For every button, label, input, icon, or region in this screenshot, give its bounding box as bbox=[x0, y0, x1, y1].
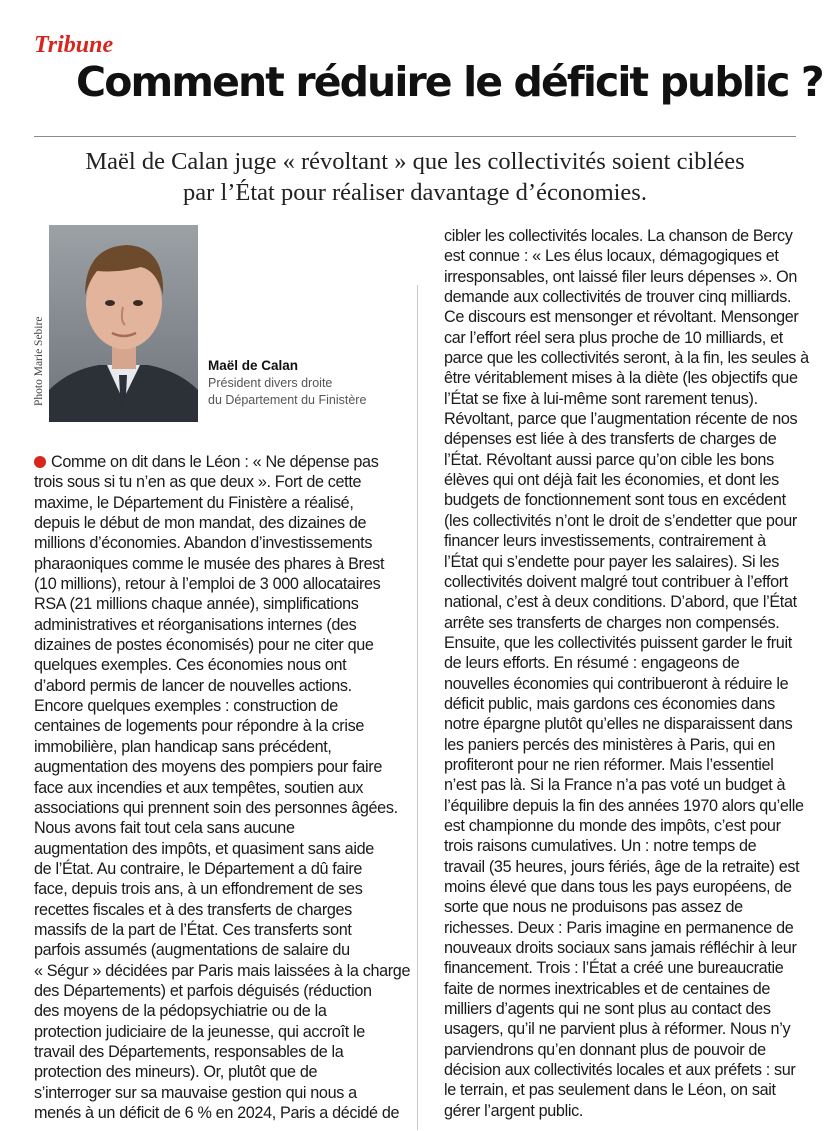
article-body-left-column bbox=[34, 452, 411, 1123]
body-text-line: être véritablement mises à la diète (les objectifs que bbox=[444, 369, 798, 388]
body-text-line: « Ségur » décidées par Paris mais laissées à la charge bbox=[34, 961, 411, 980]
body-text-line: parce que les collectivités seront, à la fin, les seules à bbox=[444, 349, 809, 368]
body-text-line: pharaoniques comme le musée des phares à Brest bbox=[34, 554, 385, 573]
body-text-line: gérer l’argent public. bbox=[444, 1101, 583, 1120]
body-text-line: élèves qui ont déjà fait les économies, et dont les bbox=[444, 471, 779, 490]
photo-credit: Photo Marie Sebire bbox=[33, 316, 45, 406]
header-divider bbox=[34, 136, 796, 137]
body-text-line: parfois assumés (augmentations de salaire du bbox=[34, 941, 350, 960]
body-text-line: trois raisons cumulatives. Un : notre temps de bbox=[444, 837, 757, 856]
body-text-line: l’État. Révoltant aussi parce qu’on cible les bons bbox=[444, 450, 774, 469]
body-text-line: face aux incendies et aux tempêtes, soutien aux bbox=[34, 778, 364, 797]
body-text-line: des Départements) et parfois déguisés (réduction bbox=[34, 981, 372, 1000]
body-text-line: RSA (21 millions chaque année), simplifications bbox=[34, 595, 359, 614]
body-text-line: centaines de logements pour répondre à la crise bbox=[34, 717, 364, 736]
body-text-line: richesses. Deux : Paris imagine en permanence de bbox=[444, 918, 794, 937]
column-divider bbox=[417, 285, 418, 1130]
body-text-line: quelques exemples. Ces économies nous ont bbox=[34, 656, 347, 675]
body-text-line: millions d’économies. Abandon d’investissements bbox=[34, 534, 373, 553]
body-text-line: n’est pas là. Si la France n’a pas voté un budget à bbox=[444, 776, 786, 795]
standfirst-line: par l’État pour réaliser davantage d’économies. bbox=[183, 179, 647, 206]
body-text-line: augmentation des moyens des pompiers pour faire bbox=[34, 758, 382, 777]
body-text-line: décision aux collectivités locales et aux préfets : sur bbox=[444, 1061, 796, 1080]
body-text-line: budgets de fonctionnement sont tous en excédent bbox=[444, 491, 786, 510]
body-text-line: protection des mineurs). Or, plutôt que de bbox=[34, 1063, 318, 1082]
body-text-line: usagers, qu’il ne parvient plus à réformer. Nous n’y bbox=[444, 1020, 791, 1039]
body-text-line: protection judiciaire de la jeunesse, qui accroît le bbox=[34, 1022, 365, 1041]
body-text-line: Nous avons fait tout cela sans aucune bbox=[34, 819, 295, 838]
body-text-line: trois sous si tu n’en as que deux ». Fort de cette bbox=[34, 473, 362, 492]
body-text-line: financer leurs investissements, contrairement à bbox=[444, 532, 766, 551]
body-text-line: associations qui prennent soin des personnes âgées. bbox=[34, 798, 398, 817]
body-text-line: les paniers percés des ministères à Paris, qui en bbox=[444, 735, 776, 754]
body-text-line: Révoltant, parce que l’augmentation récente de nos bbox=[444, 410, 798, 429]
body-text-line: national, c’est à deux conditions. D’abord, que l’État bbox=[444, 593, 797, 612]
body-text-line: nouvelles économies qui contribueront à réduire le bbox=[444, 674, 789, 693]
body-text-line: dépenses est liée à des transferts de charges de bbox=[444, 430, 777, 449]
body-text-line: de leurs efforts. En résumé : engageons de bbox=[444, 654, 740, 673]
author-role-line: Président divers droite bbox=[208, 376, 333, 390]
body-text-line: administratives et réorganisations internes (des bbox=[34, 615, 357, 634]
body-text-line: l’État se fixe à lui-même sont rarement tenus). bbox=[444, 389, 758, 408]
body-text-line: l’équilibre depuis la fin des années 1970 alors qu’elle bbox=[444, 796, 804, 815]
body-text-line: sorte que nous ne produisons pas assez de bbox=[444, 898, 743, 917]
body-text-line: profiteront pour ne rien réformer. Mais l’essentiel bbox=[444, 755, 774, 774]
body-text-line: l’État qui s’endette pour payer les salaires). Si les bbox=[444, 552, 780, 571]
body-text-line: de l’État. Au contraire, le Département a dû faire bbox=[34, 859, 363, 878]
body-text-line: demande aux collectivités de trouver cinq milliards. bbox=[444, 288, 792, 307]
body-text-line: cibler les collectivités locales. La chanson de Bercy bbox=[444, 227, 793, 245]
body-text-line: augmentation des impôts, et quasiment sans aide bbox=[34, 839, 374, 858]
body-text-line: faite de normes inextricables et de centaines de bbox=[444, 979, 771, 998]
body-text-line: moins élevé que dans tous les pays européens, de bbox=[444, 878, 792, 896]
body-text-line: est championne du monde des impôts, c’est pour bbox=[444, 816, 781, 835]
body-text-line: (10 millions), retour à l’emploi de 3 000 allocataires bbox=[34, 575, 381, 594]
article-headline: Comment réduire le déficit public ? bbox=[76, 58, 823, 106]
body-text-line: maxime, le Département du Finistère a réalisé, bbox=[34, 493, 354, 512]
body-text-line: nouveaux droits sociaux sans jamais réfléchir à leur bbox=[444, 939, 797, 958]
body-text-line: face, depuis trois ans, à un effondrement de ses bbox=[34, 880, 363, 899]
body-text-line: parviendrons qu’en donnant plus de pouvoir de bbox=[444, 1040, 766, 1059]
body-text-line: immobilière, plan handicap sans précédent, bbox=[34, 737, 332, 756]
article-standfirst bbox=[40, 146, 790, 208]
body-text-line bbox=[34, 452, 406, 472]
standfirst-line: Maël de Calan juge « révoltant » que les collectivités soient ciblées bbox=[85, 148, 745, 175]
body-text-line: irresponsables, ont laissé filer leurs dépenses ». On bbox=[444, 267, 798, 286]
body-text-line: collectivités doivent malgré tout contribuer à l’effort bbox=[444, 572, 788, 591]
body-text-line: Ce discours est mensonger et révoltant. Mensonger bbox=[444, 308, 799, 327]
lead-bullet-icon bbox=[34, 456, 46, 468]
body-text-line: (les collectivités n’ont le droit de s’endetter que pour bbox=[444, 511, 797, 530]
body-text-line: s’interroger sur sa mauvaise gestion qui nous a bbox=[34, 1083, 357, 1102]
body-text-line: d’abord permis de lancer de nouvelles actions. bbox=[34, 676, 352, 695]
body-text-line: dizaines de postes économisés) pour ne citer que bbox=[34, 636, 374, 655]
author-role-line: du Département du Finistère bbox=[208, 393, 367, 407]
section-kicker: Tribune bbox=[34, 32, 114, 58]
body-text-line: car l’effort réel sera plus proche de 10 milliards, et bbox=[444, 328, 783, 347]
body-text-line: menés à un déficit de 6 % en 2024, Paris a décidé de bbox=[34, 1104, 400, 1122]
body-text-line: le terrain, et pas seulement dans le Léon, on sait bbox=[444, 1081, 776, 1100]
body-text-line: travail des Départements, responsables de la bbox=[34, 1042, 344, 1061]
author-name: Maël de Calan bbox=[208, 358, 299, 373]
body-text-line: arrête ses transferts de charges non compensés. bbox=[444, 613, 780, 632]
body-text-line: des moyens de la pédopsychiatrie ou de la bbox=[34, 1002, 327, 1021]
article-body-right-column bbox=[444, 226, 809, 1121]
author-photo bbox=[49, 225, 198, 422]
body-text-line: financement. Trois : l’État a créé une bureaucratie bbox=[444, 959, 784, 978]
author-role bbox=[208, 375, 408, 409]
body-text-line: Encore quelques exemples : construction de bbox=[34, 697, 338, 716]
body-text-line: massifs de la part de l’État. Ces transferts sont bbox=[34, 920, 352, 939]
body-text-line: est connue : « Les élus locaux, démagogiques et bbox=[444, 247, 779, 266]
body-text-line: milliers d’agents qui ne sont plus au contact des bbox=[444, 1000, 771, 1019]
body-text-fragment: Comme on dit dans le Léon : « Ne dépense pas bbox=[51, 453, 379, 471]
body-text-line: Ensuite, que les collectivités puissent garder le fruit bbox=[444, 633, 792, 652]
body-text-line: notre épargne plutôt qu’elles ne disparaissent dans bbox=[444, 715, 793, 734]
body-text-line: recettes fiscales et à des transferts de charges bbox=[34, 900, 352, 919]
body-text-line: depuis le début de mon mandat, des dizaines de bbox=[34, 514, 367, 533]
body-text-line: déficit public, mais gardons ces économies dans bbox=[444, 694, 775, 713]
body-text-line: travail (35 heures, jours fériés, âge de la retraite) est bbox=[444, 857, 800, 876]
